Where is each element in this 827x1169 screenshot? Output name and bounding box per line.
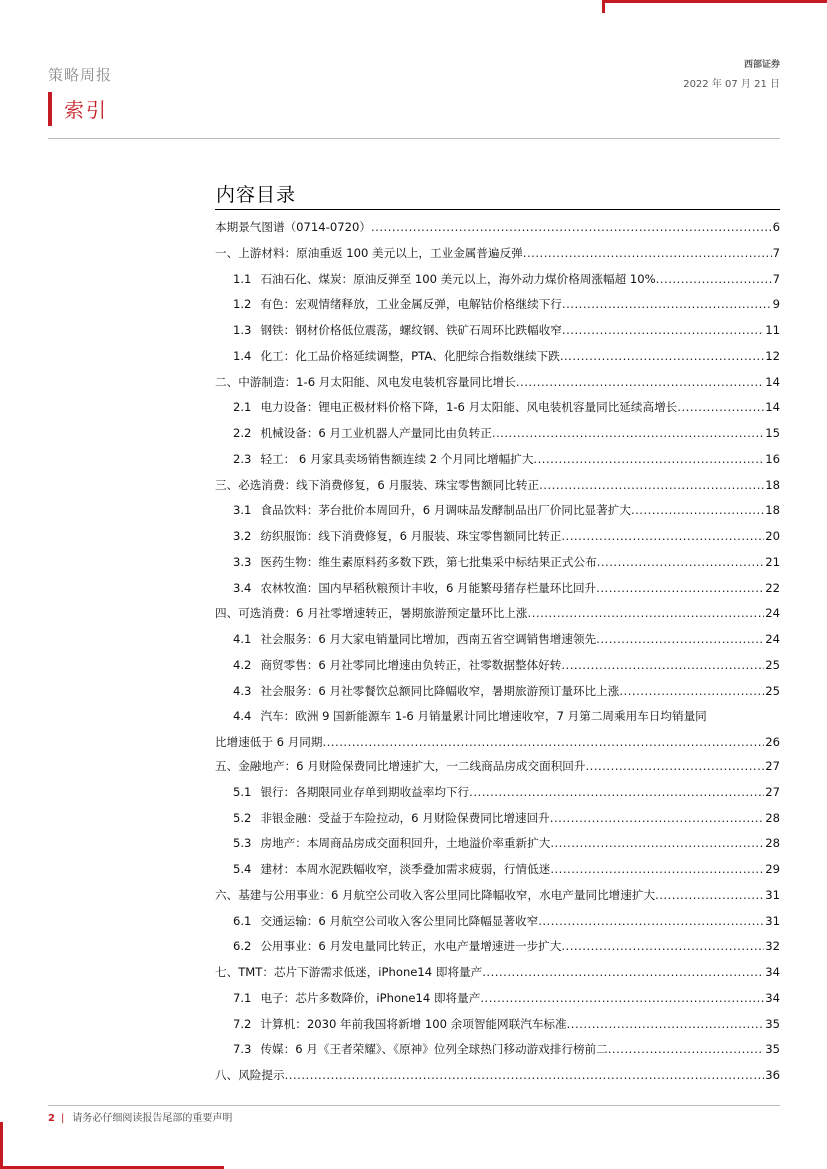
- header-meta: [683, 57, 780, 90]
- toc-entry-leader: [608, 1037, 765, 1063]
- toc-entry-page: 7: [772, 271, 780, 286]
- toc-entry-text: 房地产：本周商品房成交面积回升，土地溢价率重新扩大: [260, 836, 551, 851]
- toc-entry-leader: [561, 653, 764, 679]
- toc-entry-text: 钢铁：钢材价格低位震荡，螺纹钢、铁矿石周环比跌幅收窄: [260, 323, 562, 337]
- toc-entry-number: 7.2: [233, 1016, 252, 1031]
- toc-entry[interactable]: [215, 395, 780, 421]
- toc-entry-page: 22: [765, 580, 780, 595]
- toc-entry-leader: [562, 318, 764, 344]
- toc-entry[interactable]: [215, 344, 780, 370]
- toc-entry-page: 28: [765, 810, 780, 825]
- toc-entry-page: 34: [765, 965, 780, 979]
- toc-entry-page: 31: [765, 913, 780, 928]
- toc-entry-text: 计算机：2030 年前我国将新增 100 余项智能网联汽车标准: [260, 1016, 567, 1031]
- toc-title: 内容目录: [216, 184, 297, 206]
- toc-entry-page: 18: [765, 503, 780, 518]
- toc-entry-number: 1.4: [233, 348, 252, 363]
- toc-entry-page: 26: [765, 735, 780, 749]
- toc-entry[interactable]: [215, 550, 780, 576]
- toc-entry-page: 32: [765, 939, 780, 954]
- toc-entry-text: 比增速低于 6 月同期: [215, 735, 323, 749]
- toc-entry-number: 1.2: [233, 297, 252, 312]
- toc-entry[interactable]: [215, 1012, 780, 1038]
- toc-entry[interactable]: [215, 318, 780, 344]
- toc-entry-page: 36: [765, 1068, 780, 1082]
- toc-entry-leader: [533, 447, 764, 473]
- toc-entry-number: 5.3: [233, 836, 252, 851]
- toc-entry-text: 一、上游材料：原油重返 100 美元以上，工业金属普遍反弹: [215, 245, 523, 260]
- toc-entry[interactable]: [215, 447, 780, 473]
- toc-entry-text: 电子：芯片多数降价，iPhone14 即将量产: [260, 990, 481, 1005]
- toc-title-divider: [215, 209, 780, 210]
- toc-entry[interactable]: [215, 524, 780, 550]
- toc-entry-leader: [371, 215, 772, 241]
- toc-entry[interactable]: [215, 421, 780, 447]
- toc-entry-page: 25: [765, 683, 780, 698]
- toc-entry-number: 2.3: [233, 451, 252, 466]
- toc-entry[interactable]: [215, 473, 780, 499]
- toc-entry-leader: [619, 679, 764, 705]
- toc-entry[interactable]: [215, 679, 780, 705]
- toc-entry-text: 轻工： 6 月家具卖场销售额连续 2 个月同比增幅扩大: [260, 451, 534, 466]
- toc-entry-page: 18: [765, 477, 780, 492]
- toc-entry[interactable]: [215, 754, 780, 780]
- toc-entry[interactable]: [215, 601, 780, 627]
- toc-entry-leader: [538, 909, 764, 935]
- toc-entry-text: 石油石化、煤炭：原油反弹至 100 美元以上，海外动力煤价格周涨幅超 10%: [260, 271, 656, 286]
- toc-entry-page: 25: [765, 657, 780, 672]
- toc-entry-page: 34: [765, 990, 780, 1005]
- toc-entry-page: 27: [765, 784, 780, 799]
- toc-entry-leader: [585, 754, 764, 780]
- footer-disclaimer: 请务必仔细阅读报告尾部的重要声明: [72, 1113, 233, 1124]
- section-accent-bar: [48, 92, 52, 126]
- toc-entry-text: 银行：各期限同业存单到期收益率均下行: [260, 784, 470, 799]
- toc-entry-page: 21: [765, 554, 780, 569]
- toc-entry-text: 传媒：6 月《王者荣耀》、《原神》位列全球热门移动游戏排行榜前二: [260, 1042, 608, 1057]
- toc-entry-number: 3.4: [233, 580, 252, 595]
- toc-entry-page: 15: [765, 426, 780, 440]
- toc-entry-number: 1.1: [233, 271, 252, 286]
- page-number: 2: [48, 1113, 55, 1124]
- toc-entry-leader: [560, 344, 764, 370]
- toc-entry-page: 11: [765, 323, 780, 337]
- toc-entry-leader: [550, 831, 764, 857]
- toc-entry-leader: [597, 550, 765, 576]
- toc-entry-page: 20: [765, 529, 780, 543]
- footer-separator: |: [60, 1113, 65, 1124]
- toc-entry[interactable]: [215, 730, 780, 754]
- toc-entry-leader: [596, 576, 764, 602]
- toc-entry-page: 35: [765, 1016, 780, 1031]
- toc-entry-leader: [655, 883, 764, 909]
- toc-entry-page: 14: [765, 374, 780, 389]
- toc-entry[interactable]: [215, 370, 780, 396]
- footer-divider: [48, 1105, 780, 1106]
- toc-entry-number: 3.2: [233, 529, 252, 543]
- toc-entry-leader: [550, 806, 764, 832]
- toc-entry[interactable]: [215, 576, 780, 602]
- toc-entry-text: 商贸零售：6 月社零同比增速由负转正，社零数据整体好转: [260, 657, 562, 672]
- toc-entry-leader: [480, 986, 764, 1012]
- toc-entry-text: 社会服务：6 月社零餐饮总额同比降幅收窄，暑期旅游预订量环比上涨: [260, 683, 620, 698]
- toc-entry-page: 24: [765, 632, 780, 646]
- toc-entry-text: 本期景气图谱（0714-0720）: [215, 220, 371, 234]
- toc-entry-number: 3.3: [233, 554, 252, 569]
- company-name: 西部证券: [743, 60, 780, 70]
- toc-entry-text: 八、风险提示: [215, 1068, 285, 1082]
- toc-entry-text: 纺织服饰：线下消费修复，6 月服装、珠宝零售额同比转正: [260, 529, 562, 543]
- toc-entry-page: 14: [765, 400, 780, 415]
- toc-entry[interactable]: [215, 986, 780, 1012]
- toc-entry-leader: [631, 498, 764, 524]
- corner-decoration-bottom-left-vertical: [0, 1122, 3, 1169]
- toc-entry[interactable]: [215, 857, 780, 883]
- toc-entry-number: 4.4: [233, 709, 252, 724]
- toc-entry[interactable]: [215, 653, 780, 679]
- toc-entry-leader: [516, 370, 764, 396]
- toc-entry-page: 31: [765, 887, 780, 902]
- toc-entry-leader: [561, 524, 764, 550]
- toc-entry[interactable]: [215, 627, 780, 653]
- toc-entry-number: 2.2: [233, 426, 252, 440]
- report-date: 2022 年 07 月 21 日: [683, 79, 780, 90]
- toc-entry-text: 有色：宏观情绪释放，工业金属反弹，电解钴价格继续下行: [260, 297, 562, 312]
- toc-entry-number: 7.1: [233, 990, 252, 1005]
- toc-entry-page: 28: [765, 836, 780, 851]
- toc-entry-leader: [482, 960, 764, 986]
- toc-entry-leader: [469, 780, 764, 806]
- toc-entry[interactable]: [215, 215, 780, 241]
- toc-entry-number: 7.3: [233, 1042, 252, 1057]
- toc-entry[interactable]: [215, 909, 780, 935]
- toc-entry-page: 12: [765, 348, 780, 363]
- table-of-contents: [215, 215, 780, 1089]
- toc-entry-leader: [285, 1063, 765, 1089]
- toc-entry-leader: [596, 627, 764, 653]
- toc-entry-leader: [561, 934, 764, 960]
- toc-entry[interactable]: [215, 704, 780, 730]
- toc-entry-number: 5.2: [233, 810, 252, 825]
- toc-entry-page: 35: [765, 1042, 780, 1057]
- toc-entry[interactable]: [215, 292, 780, 318]
- toc-entry[interactable]: [215, 1037, 780, 1063]
- toc-entry-leader: [656, 267, 772, 293]
- toc-entry-leader: [492, 421, 764, 447]
- toc-entry-text: 四、可选消费：6 月社零增速转正，暑期旅游预定量环比上涨: [215, 606, 528, 621]
- toc-entry-page: 24: [765, 606, 780, 621]
- toc-entry-number: 6.2: [233, 939, 252, 954]
- toc-entry-text: 电力设备：锂电正极材料价格下降，1-6 月太阳能、风电装机容量同比延续高增长: [260, 400, 678, 415]
- toc-entry-leader: [539, 473, 764, 499]
- toc-entry-text: 六、基建与公用事业：6 月航空公司收入客公里同比降幅收窄，水电产量同比增速扩大: [215, 887, 656, 902]
- toc-entry-text: 机械设备：6 月工业机器人产量同比由负转正: [260, 426, 492, 440]
- toc-entry-text: 三、必选消费：线下消费修复，6 月服装、珠宝零售额同比转正: [215, 477, 540, 492]
- toc-entry-text: 二、中游制造：1-6 月太阳能、风电发电装机容量同比增长: [215, 374, 516, 389]
- toc-entry-number: 1.3: [233, 323, 252, 337]
- toc-entry[interactable]: [215, 806, 780, 832]
- toc-entry[interactable]: [215, 934, 780, 960]
- toc-entry-text: 七、TMT：芯片下游需求低迷，iPhone14 即将量产: [215, 965, 483, 979]
- toc-entry-text: 农林牧渔：国内早稻秋粮预计丰收，6 月能繁母猪存栏量环比回升: [260, 580, 597, 595]
- report-type-label: 策略周报: [48, 66, 113, 84]
- toc-entry-text: 非银金融：受益于车险拉动，6 月财险保费同比增速回升: [260, 810, 550, 825]
- toc-entry-number: 6.1: [233, 913, 252, 928]
- toc-entry-number: 2.1: [233, 400, 252, 415]
- toc-entry[interactable]: [215, 780, 780, 806]
- toc-entry[interactable]: [215, 960, 780, 986]
- toc-entry-text: 五、金融地产：6 月财险保费同比增速扩大，一二线商品房成交面积回升: [215, 759, 586, 773]
- section-title: 索引: [64, 98, 108, 122]
- corner-decoration-top-right-vertical: [602, 0, 605, 13]
- toc-entry-text: 化工：化工品价格延续调整，PTA、化肥综合指数继续下跌: [260, 348, 560, 363]
- toc-entry-leader: [677, 395, 764, 421]
- toc-entry-text: 交通运输：6 月航空公司收入客公里同比降幅显著收窄: [260, 913, 539, 928]
- toc-entry-leader: [528, 601, 765, 627]
- toc-entry-number: 5.4: [233, 862, 252, 876]
- toc-entry-page: 6: [772, 220, 780, 234]
- toc-entry-number: 4.3: [233, 683, 252, 698]
- toc-entry-leader: [323, 730, 765, 754]
- toc-entry-page: 27: [765, 759, 780, 773]
- toc-entry[interactable]: [215, 267, 780, 293]
- toc-entry-leader: [562, 292, 772, 318]
- toc-entry[interactable]: [215, 831, 780, 857]
- header-divider: [48, 138, 780, 139]
- toc-entry[interactable]: [215, 1063, 780, 1089]
- toc-entry-text: 汽车：欧洲 9 国新能源车 1-6 月销量累计同比增速收窄，7 月第二周乘用车日均销量同: [260, 709, 707, 724]
- toc-entry-page: 29: [765, 862, 780, 876]
- toc-entry-text: 食品饮料：茅台批价本周回升，6 月调味品发酵制品出厂价同比显著扩大: [260, 503, 631, 518]
- toc-entry-number: 5.1: [233, 784, 252, 799]
- toc-entry-number: 4.1: [233, 632, 252, 646]
- toc-entry[interactable]: [215, 498, 780, 524]
- toc-entry[interactable]: [215, 883, 780, 909]
- toc-entry-leader: [567, 1012, 765, 1038]
- toc-entry-number: 4.2: [233, 657, 252, 672]
- toc-entry-text: 医药生物：维生素原料药多数下跌，第七批集采中标结果正式公布: [260, 554, 597, 569]
- footer: [48, 1109, 232, 1124]
- toc-entry-page: 9: [772, 297, 780, 312]
- toc-entry-page: 16: [765, 451, 780, 466]
- toc-entry-number: 3.1: [233, 503, 252, 518]
- toc-entry-text: 公用事业：6 月发电量同比转正，水电产量增速进一步扩大: [260, 939, 562, 954]
- toc-entry-leader: [550, 857, 764, 883]
- corner-decoration-top-right: [602, 0, 827, 3]
- toc-entry-page: 7: [772, 245, 780, 260]
- toc-entry-text: 社会服务：6 月大家电销量同比增加，西南五省空调销售增速领先: [260, 632, 597, 646]
- toc-entry-text: 建材：本周水泥跌幅收窄，淡季叠加需求疲弱，行情低迷: [260, 862, 551, 876]
- toc-entry[interactable]: [215, 241, 780, 267]
- toc-entry-leader: [523, 241, 772, 267]
